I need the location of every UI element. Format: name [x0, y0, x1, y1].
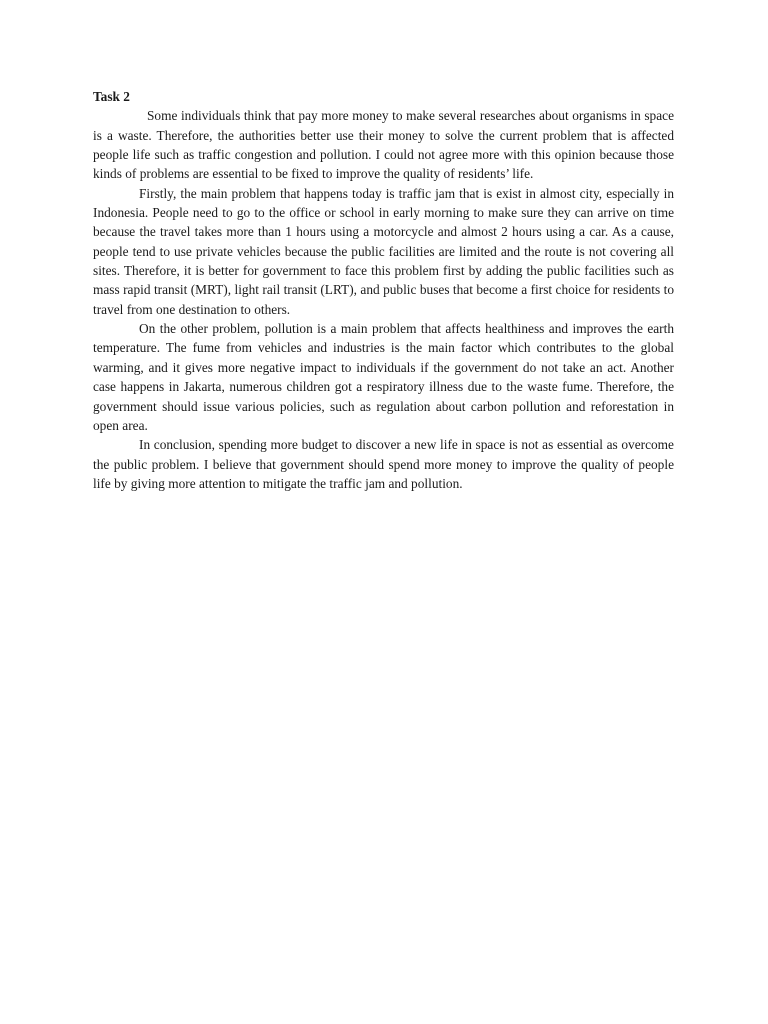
paragraph-pollution: On the other problem, pollution is a main problem that affects healthiness and improves the earth temperature. The fume from vehicles and industries is the main factor which contributes to the global warming, and it gives more negative impact to individuals if the government do not take an act. Another case happens in Jakarta, numerous children got a respiratory illness due to the waste fume. Therefore, the government should issue various policies, such as regulation about carbon pollution and reforestation in open area. — [93, 321, 674, 433]
paragraph-conclusion: In conclusion, spending more budget to discover a new life in space is not as essential as overcome the public problem. I believe that government should spend more money to improve the quality of people life by giving more attention to mitigate the traffic jam and pollution. — [93, 437, 674, 491]
document-title: Task 2 — [93, 89, 130, 104]
paragraph-introduction: Some individuals think that pay more money to make several researches about organisms in space is a waste. Therefore, the authorities better use their money to solve the current problem that is affected people life such as traffic congestion and pollution. I could not agree more with this opinion because those kinds of problems are essential to be fixed to improve the quality of residents’ life. — [93, 108, 674, 182]
document-page — [93, 87, 674, 493]
paragraph-traffic: Firstly, the main problem that happens today is traffic jam that is exist in almost city, especially in Indonesia. People need to go to the office or school in early morning to make sure they can arrive on time because the travel takes more than 1 hours using a motorcycle and almost 2 hours using a car. As a cause, people tend to use private vehicles because the public facilities are limited and the route is not covering all sites. Therefore, it is better for government to face this problem first by adding the public facilities such as mass rapid transit (MRT), light rail transit (LRT), and public buses that become a first choice for residents to travel from one destination to others. — [93, 185, 674, 317]
